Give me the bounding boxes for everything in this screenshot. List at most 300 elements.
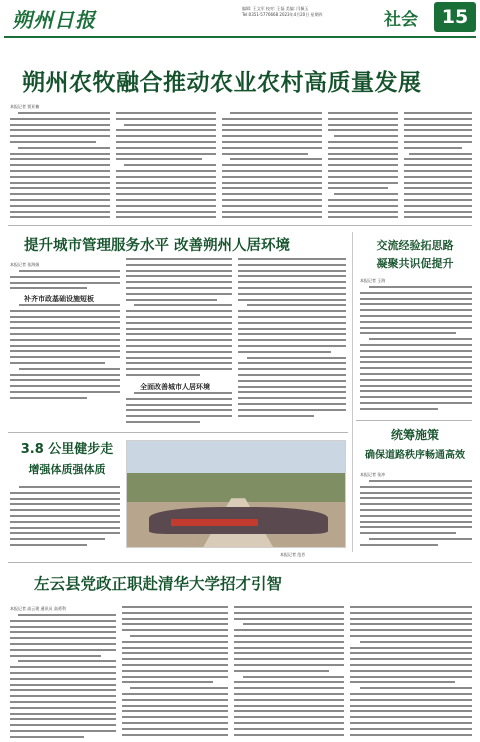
body-text-line	[122, 734, 228, 736]
body-text-line	[18, 147, 110, 149]
body-text-line	[10, 350, 120, 352]
body-text-line	[10, 118, 110, 120]
body-text-line	[350, 618, 472, 620]
body-text-line	[10, 211, 110, 213]
story2-byline: 本报记者 张海娟	[10, 262, 40, 267]
body-text-line	[10, 397, 87, 399]
body-text-line	[10, 216, 110, 218]
body-text-line	[360, 385, 472, 387]
body-text-line	[10, 701, 116, 703]
body-text-line	[409, 153, 472, 155]
body-text-line	[238, 374, 346, 376]
body-text-line	[116, 216, 216, 218]
page-number-badge: 15	[434, 2, 476, 32]
body-text-line	[222, 164, 322, 166]
body-text-line	[234, 641, 344, 643]
side2-column	[360, 480, 472, 550]
body-text-line	[122, 676, 228, 678]
body-text-line	[360, 315, 472, 317]
story4-column-4	[350, 606, 472, 738]
lead-bottom-rule	[8, 225, 472, 226]
body-text-line	[10, 637, 116, 639]
body-text-line	[360, 497, 472, 499]
body-text-line	[10, 707, 116, 709]
body-text-line	[222, 216, 322, 218]
body-text-line	[116, 170, 216, 172]
story4-top-rule	[8, 562, 472, 563]
body-text-line	[350, 716, 472, 718]
body-text-line	[238, 345, 346, 347]
body-text-line	[234, 716, 344, 718]
story3-byline: 本报记者 范芳	[280, 552, 306, 557]
body-text-line	[126, 362, 232, 364]
body-text-line	[230, 112, 322, 114]
body-text-line	[10, 718, 116, 720]
body-text-line	[238, 386, 346, 388]
body-text-line	[122, 705, 228, 707]
body-text-line	[10, 193, 110, 195]
body-text-line	[238, 258, 346, 260]
body-text-line	[360, 408, 438, 410]
body-text-line	[10, 724, 116, 726]
masthead-rule	[4, 36, 476, 38]
body-text-line	[10, 532, 120, 534]
body-text-line	[328, 153, 398, 155]
body-text-line	[234, 705, 344, 707]
body-text-line	[238, 339, 346, 341]
body-text-line	[122, 658, 228, 660]
body-text-line	[126, 374, 200, 376]
body-text-line	[116, 187, 216, 189]
body-text-line	[126, 333, 232, 335]
body-text-line	[350, 623, 472, 625]
body-text-line	[328, 176, 398, 178]
body-text-line	[10, 492, 120, 494]
body-text-line	[328, 164, 398, 166]
body-text-line	[10, 527, 120, 529]
body-text-line	[404, 170, 472, 172]
body-text-line	[404, 124, 472, 126]
body-text-line	[126, 415, 232, 417]
body-text-line	[238, 397, 346, 399]
body-text-line	[10, 498, 120, 500]
side-divider	[356, 420, 472, 421]
body-text-line	[360, 390, 472, 392]
body-text-line	[122, 664, 228, 666]
body-text-line	[404, 193, 472, 195]
body-text-line	[122, 623, 228, 625]
body-text-line	[122, 722, 228, 724]
body-text-line	[10, 124, 110, 126]
story3-top-rule	[8, 432, 348, 433]
side1-title-1: 交流经验拓思路	[376, 239, 454, 252]
body-text-line	[238, 316, 346, 318]
story2-column-3	[238, 258, 346, 426]
body-text-line	[360, 641, 472, 643]
body-text-line	[122, 699, 228, 701]
body-text-line	[360, 515, 472, 517]
body-text-line	[234, 734, 344, 736]
body-text-line	[328, 129, 398, 131]
body-text-line	[124, 124, 216, 126]
body-text-line	[404, 199, 472, 201]
body-text-line	[126, 339, 232, 341]
body-text-line	[360, 396, 472, 398]
body-text-line	[334, 135, 398, 137]
body-text-line	[122, 681, 213, 683]
body-text-line	[360, 503, 472, 505]
body-text-line	[10, 356, 120, 358]
body-text-line	[360, 356, 472, 358]
body-text-line	[360, 309, 472, 311]
body-text-line	[10, 678, 116, 680]
body-text-line	[126, 275, 232, 277]
body-text-line	[10, 205, 110, 207]
body-text-line	[126, 368, 232, 370]
body-text-line	[126, 270, 232, 272]
story3-title-2: 增强体质强体质	[28, 463, 106, 476]
body-text-line	[350, 681, 455, 683]
lead-headline: 朔州农牧融合推动农业农村高质量发展	[22, 70, 422, 96]
story3-column-1	[10, 486, 120, 548]
story2-column-1b	[10, 304, 120, 400]
body-text-line	[328, 182, 398, 184]
body-text-line	[222, 187, 322, 189]
body-text-line	[238, 270, 346, 272]
story4-column-2	[122, 606, 228, 738]
body-text-line	[122, 693, 228, 695]
body-text-line	[10, 164, 110, 166]
masthead	[4, 2, 476, 34]
side1-column	[360, 286, 472, 416]
body-text-line	[234, 618, 344, 620]
body-text-line	[122, 641, 228, 643]
body-text-line	[350, 699, 472, 701]
section-name: 社会	[384, 10, 418, 30]
body-text-line	[369, 538, 472, 540]
body-text-line	[116, 199, 216, 201]
lead-column-4	[328, 112, 398, 222]
body-text-line	[116, 153, 216, 155]
body-text-line	[234, 699, 344, 701]
body-text-line	[10, 276, 120, 278]
body-text-line	[238, 275, 346, 277]
body-text-line	[238, 380, 346, 382]
body-text-line	[238, 328, 346, 330]
body-text-line	[404, 187, 472, 189]
body-text-line	[328, 170, 398, 172]
body-text-line	[116, 182, 216, 184]
body-text-line	[222, 182, 322, 184]
body-text-line	[10, 310, 120, 312]
body-text-line	[126, 258, 232, 260]
body-text-line	[360, 361, 472, 363]
body-text-line	[222, 124, 322, 126]
body-text-line	[116, 147, 216, 149]
body-text-line	[234, 728, 344, 730]
body-text-line	[18, 660, 116, 662]
body-text-line	[234, 710, 344, 712]
body-text-line	[360, 492, 472, 494]
body-text-line	[10, 327, 120, 329]
body-text-line	[19, 270, 120, 272]
body-text-line	[243, 623, 344, 625]
body-text-line	[10, 333, 120, 335]
body-text-line	[238, 362, 346, 364]
body-text-line	[222, 211, 322, 213]
body-text-line	[234, 722, 344, 724]
body-text-line	[222, 129, 322, 131]
body-text-line	[404, 129, 472, 131]
story2-column-2	[126, 258, 232, 378]
body-text-line	[116, 176, 216, 178]
lead-column-5	[404, 112, 472, 222]
body-text-line	[116, 158, 202, 160]
body-text-line	[328, 141, 398, 143]
body-text-line	[360, 367, 472, 369]
story4-column-1	[10, 614, 116, 738]
body-text-line	[350, 652, 472, 654]
body-text-line	[10, 187, 110, 189]
body-text-line	[126, 421, 200, 423]
body-text-line	[404, 158, 472, 160]
body-text-line	[10, 153, 110, 155]
body-text-line	[10, 385, 120, 387]
body-text-line	[19, 304, 120, 306]
body-text-line	[116, 135, 216, 137]
masthead-meta	[242, 6, 362, 18]
body-text-line	[404, 205, 472, 207]
body-text-line	[404, 141, 472, 143]
body-text-line	[238, 281, 346, 283]
body-text-line	[350, 629, 472, 631]
body-text-line	[360, 321, 472, 323]
body-text-line	[328, 216, 398, 218]
body-text-line	[360, 526, 472, 528]
lead-byline: 本报记者 贾亚楠	[10, 104, 40, 109]
body-text-line	[126, 351, 232, 353]
body-text-line	[122, 647, 228, 649]
body-text-line	[18, 112, 110, 114]
body-text-line	[404, 118, 472, 120]
body-text-line	[222, 118, 322, 120]
body-text-line	[247, 304, 346, 306]
body-text-line	[126, 328, 232, 330]
body-text-line	[126, 281, 232, 283]
body-text-line	[404, 176, 472, 178]
body-text-line	[234, 693, 344, 695]
body-text-line	[122, 652, 228, 654]
body-text-line	[10, 287, 87, 289]
body-text-line	[116, 141, 216, 143]
body-text-line	[122, 612, 228, 614]
body-text-line	[126, 299, 217, 301]
body-text-line	[238, 293, 346, 295]
body-text-line	[360, 687, 472, 689]
body-text-line	[360, 544, 438, 546]
story2-column-1	[10, 270, 120, 294]
body-text-line	[10, 538, 105, 540]
body-text-line	[10, 695, 116, 697]
body-text-line	[360, 298, 472, 300]
body-text-line	[222, 135, 322, 137]
body-text-line	[350, 670, 472, 672]
body-text-line	[328, 205, 398, 207]
body-text-line	[404, 182, 472, 184]
body-text-line	[404, 112, 472, 114]
body-text-line	[10, 626, 116, 628]
side2-title-2: 确保道路秩序畅通高效	[365, 450, 465, 461]
body-text-line	[328, 211, 398, 213]
body-text-line	[222, 176, 322, 178]
body-text-line	[222, 147, 322, 149]
body-text-line	[360, 327, 472, 329]
body-text-line	[238, 403, 346, 405]
body-text-line	[122, 716, 228, 718]
body-text-line	[350, 676, 472, 678]
body-text-line	[10, 515, 120, 517]
body-text-line	[126, 404, 232, 406]
body-text-line	[238, 351, 331, 353]
body-text-line	[234, 652, 344, 654]
body-text-line	[10, 345, 120, 347]
body-text-line	[126, 357, 232, 359]
body-text-line	[116, 205, 216, 207]
body-text-line	[234, 658, 344, 660]
body-text-line	[230, 158, 322, 160]
story2-column-2b	[126, 392, 232, 428]
body-text-line	[247, 357, 346, 359]
side1-byline: 本报记者 王海	[360, 278, 386, 283]
body-text-line	[238, 299, 346, 301]
body-text-line	[10, 362, 105, 364]
body-text-line	[238, 322, 346, 324]
body-text-line	[360, 344, 472, 346]
body-text-line	[10, 713, 116, 715]
body-text-line	[10, 282, 120, 284]
body-text-line	[126, 409, 232, 411]
body-text-line	[360, 486, 472, 488]
body-text-line	[404, 147, 462, 149]
body-text-line	[10, 544, 87, 546]
right-column-divider	[352, 232, 353, 552]
body-text-line	[328, 199, 398, 201]
side1-title-2: 凝聚共识促提升	[376, 257, 454, 270]
body-text-line	[122, 710, 228, 712]
body-text-line	[328, 112, 398, 114]
body-text-line	[234, 664, 344, 666]
body-text-line	[19, 368, 120, 370]
story4-headline: 左云县党政正职赴清华大学招才引智	[34, 575, 283, 593]
body-text-line	[234, 687, 344, 689]
body-text-line	[222, 199, 322, 201]
body-text-line	[350, 664, 472, 666]
body-text-line	[222, 205, 322, 207]
body-text-line	[404, 135, 472, 137]
body-text-line	[350, 612, 472, 614]
body-text-line	[116, 112, 216, 114]
newspaper-logo: 朔州日报	[12, 8, 96, 32]
body-text-line	[126, 293, 232, 295]
body-text-line	[350, 734, 472, 736]
body-text-line	[350, 693, 472, 695]
body-text-line	[328, 187, 388, 189]
body-text-line	[122, 728, 228, 730]
body-text-line	[360, 509, 472, 511]
photo-element	[171, 519, 258, 525]
body-text-line	[126, 322, 232, 324]
body-text-line	[369, 286, 472, 288]
lead-column-3	[222, 112, 322, 222]
body-text-line	[360, 303, 472, 305]
body-text-line	[234, 681, 344, 683]
body-text-line	[126, 316, 232, 318]
body-text-line	[10, 176, 110, 178]
side2-title-1: 统筹施策	[390, 428, 439, 442]
story3-photo	[126, 440, 346, 548]
body-text-line	[234, 647, 344, 649]
body-text-line	[124, 164, 216, 166]
body-text-line	[10, 672, 116, 674]
body-text-line	[238, 264, 346, 266]
body-text-line	[10, 730, 116, 732]
body-text-line	[360, 350, 472, 352]
body-text-line	[10, 620, 116, 622]
body-text-line	[134, 304, 232, 306]
body-text-line	[328, 118, 398, 120]
body-text-line	[126, 345, 232, 347]
body-text-line	[238, 310, 346, 312]
body-text-line	[404, 211, 472, 213]
body-text-line	[122, 618, 228, 620]
body-text-line	[360, 521, 472, 523]
body-text-line	[10, 129, 110, 131]
body-text-line	[222, 153, 308, 155]
body-text-line	[234, 629, 344, 631]
body-text-line	[130, 635, 228, 637]
body-text-line	[18, 614, 116, 616]
body-text-line	[360, 292, 472, 294]
body-text-line	[10, 649, 116, 651]
body-text-line	[116, 211, 216, 213]
body-text-line	[126, 310, 232, 312]
body-text-line	[404, 216, 472, 218]
body-text-line	[10, 631, 116, 633]
body-text-line	[350, 606, 472, 608]
body-text-line	[10, 643, 116, 645]
body-text-line	[234, 670, 329, 672]
body-text-line	[10, 689, 116, 691]
body-text-line	[10, 339, 120, 341]
body-text-line	[222, 141, 322, 143]
body-text-line	[222, 193, 322, 195]
body-text-line	[126, 398, 232, 400]
body-text-line	[222, 170, 322, 172]
body-text-line	[10, 135, 110, 137]
body-text-line	[10, 684, 116, 686]
body-text-line	[10, 521, 120, 523]
body-text-line	[130, 687, 228, 689]
masthead-date: Tel:0351-5776668 2023年4月20日 星期四	[242, 12, 323, 17]
body-text-line	[334, 193, 398, 195]
body-text-line	[234, 635, 344, 637]
body-text-line	[10, 509, 120, 511]
body-text-line	[19, 486, 120, 488]
body-text-line	[369, 338, 472, 340]
body-text-line	[116, 193, 216, 195]
body-text-line	[116, 129, 216, 131]
body-text-line	[134, 392, 232, 394]
